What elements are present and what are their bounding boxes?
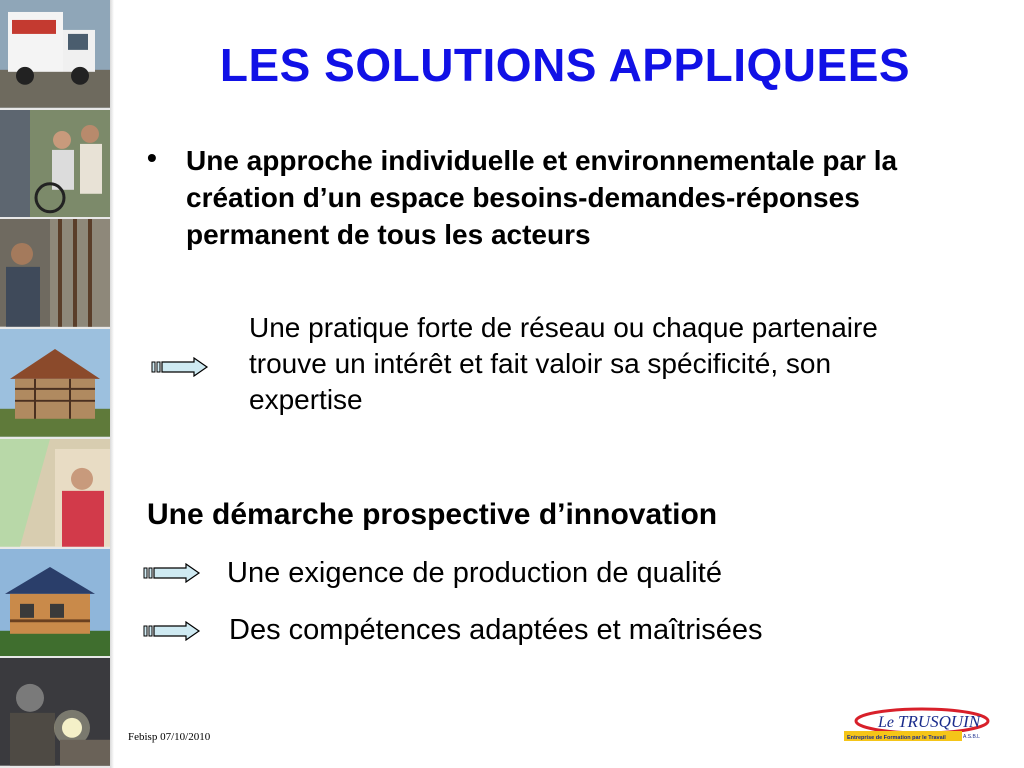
worker-scaffolding-photo: [0, 219, 110, 329]
insulation-worker-photo: [0, 439, 110, 549]
logo-suffix: A.S.B.L: [963, 734, 980, 740]
logo-tagline: Entreprise de Formation par le Travail: [847, 735, 946, 741]
trusquin-logo: [838, 705, 990, 745]
list-item: Une exigence de production de qualité: [227, 557, 722, 589]
section-heading: Une démarche prospective d’innovation: [147, 498, 718, 531]
photo-strip: [0, 0, 110, 768]
bullet-marker: •: [147, 142, 157, 173]
solar-house-photo: [0, 549, 110, 659]
delivery-van-photo: [0, 0, 110, 110]
logo-prefix: Le: [878, 714, 894, 731]
bullet-text: Une approche individuelle et environnementale par la création d’un espace besoins-demandes-réponses permanent de tous les acteurs: [186, 145, 898, 250]
list-item: Des compétences adaptées et maîtrisées: [229, 614, 763, 646]
house-construction-photo: [0, 329, 110, 439]
slide-title: LES SOLUTIONS APPLIQUEES: [219, 39, 911, 91]
arrow-icon: [151, 357, 209, 377]
footer-date: Febisp 07/10/2010: [128, 731, 211, 743]
logo-name: TRUSQUIN: [898, 712, 981, 731]
photo-strip-edge: [110, 0, 114, 768]
caregiver-wheelchair-photo: [0, 110, 110, 220]
arrow-icon: [143, 621, 201, 641]
arrow-icon: [143, 563, 201, 583]
sub-text: Une pratique forte de réseau ou chaque partenaire trouve un intérêt et fait valoir sa spécificité, son expertise: [249, 312, 878, 415]
welder-photo: [0, 658, 110, 768]
